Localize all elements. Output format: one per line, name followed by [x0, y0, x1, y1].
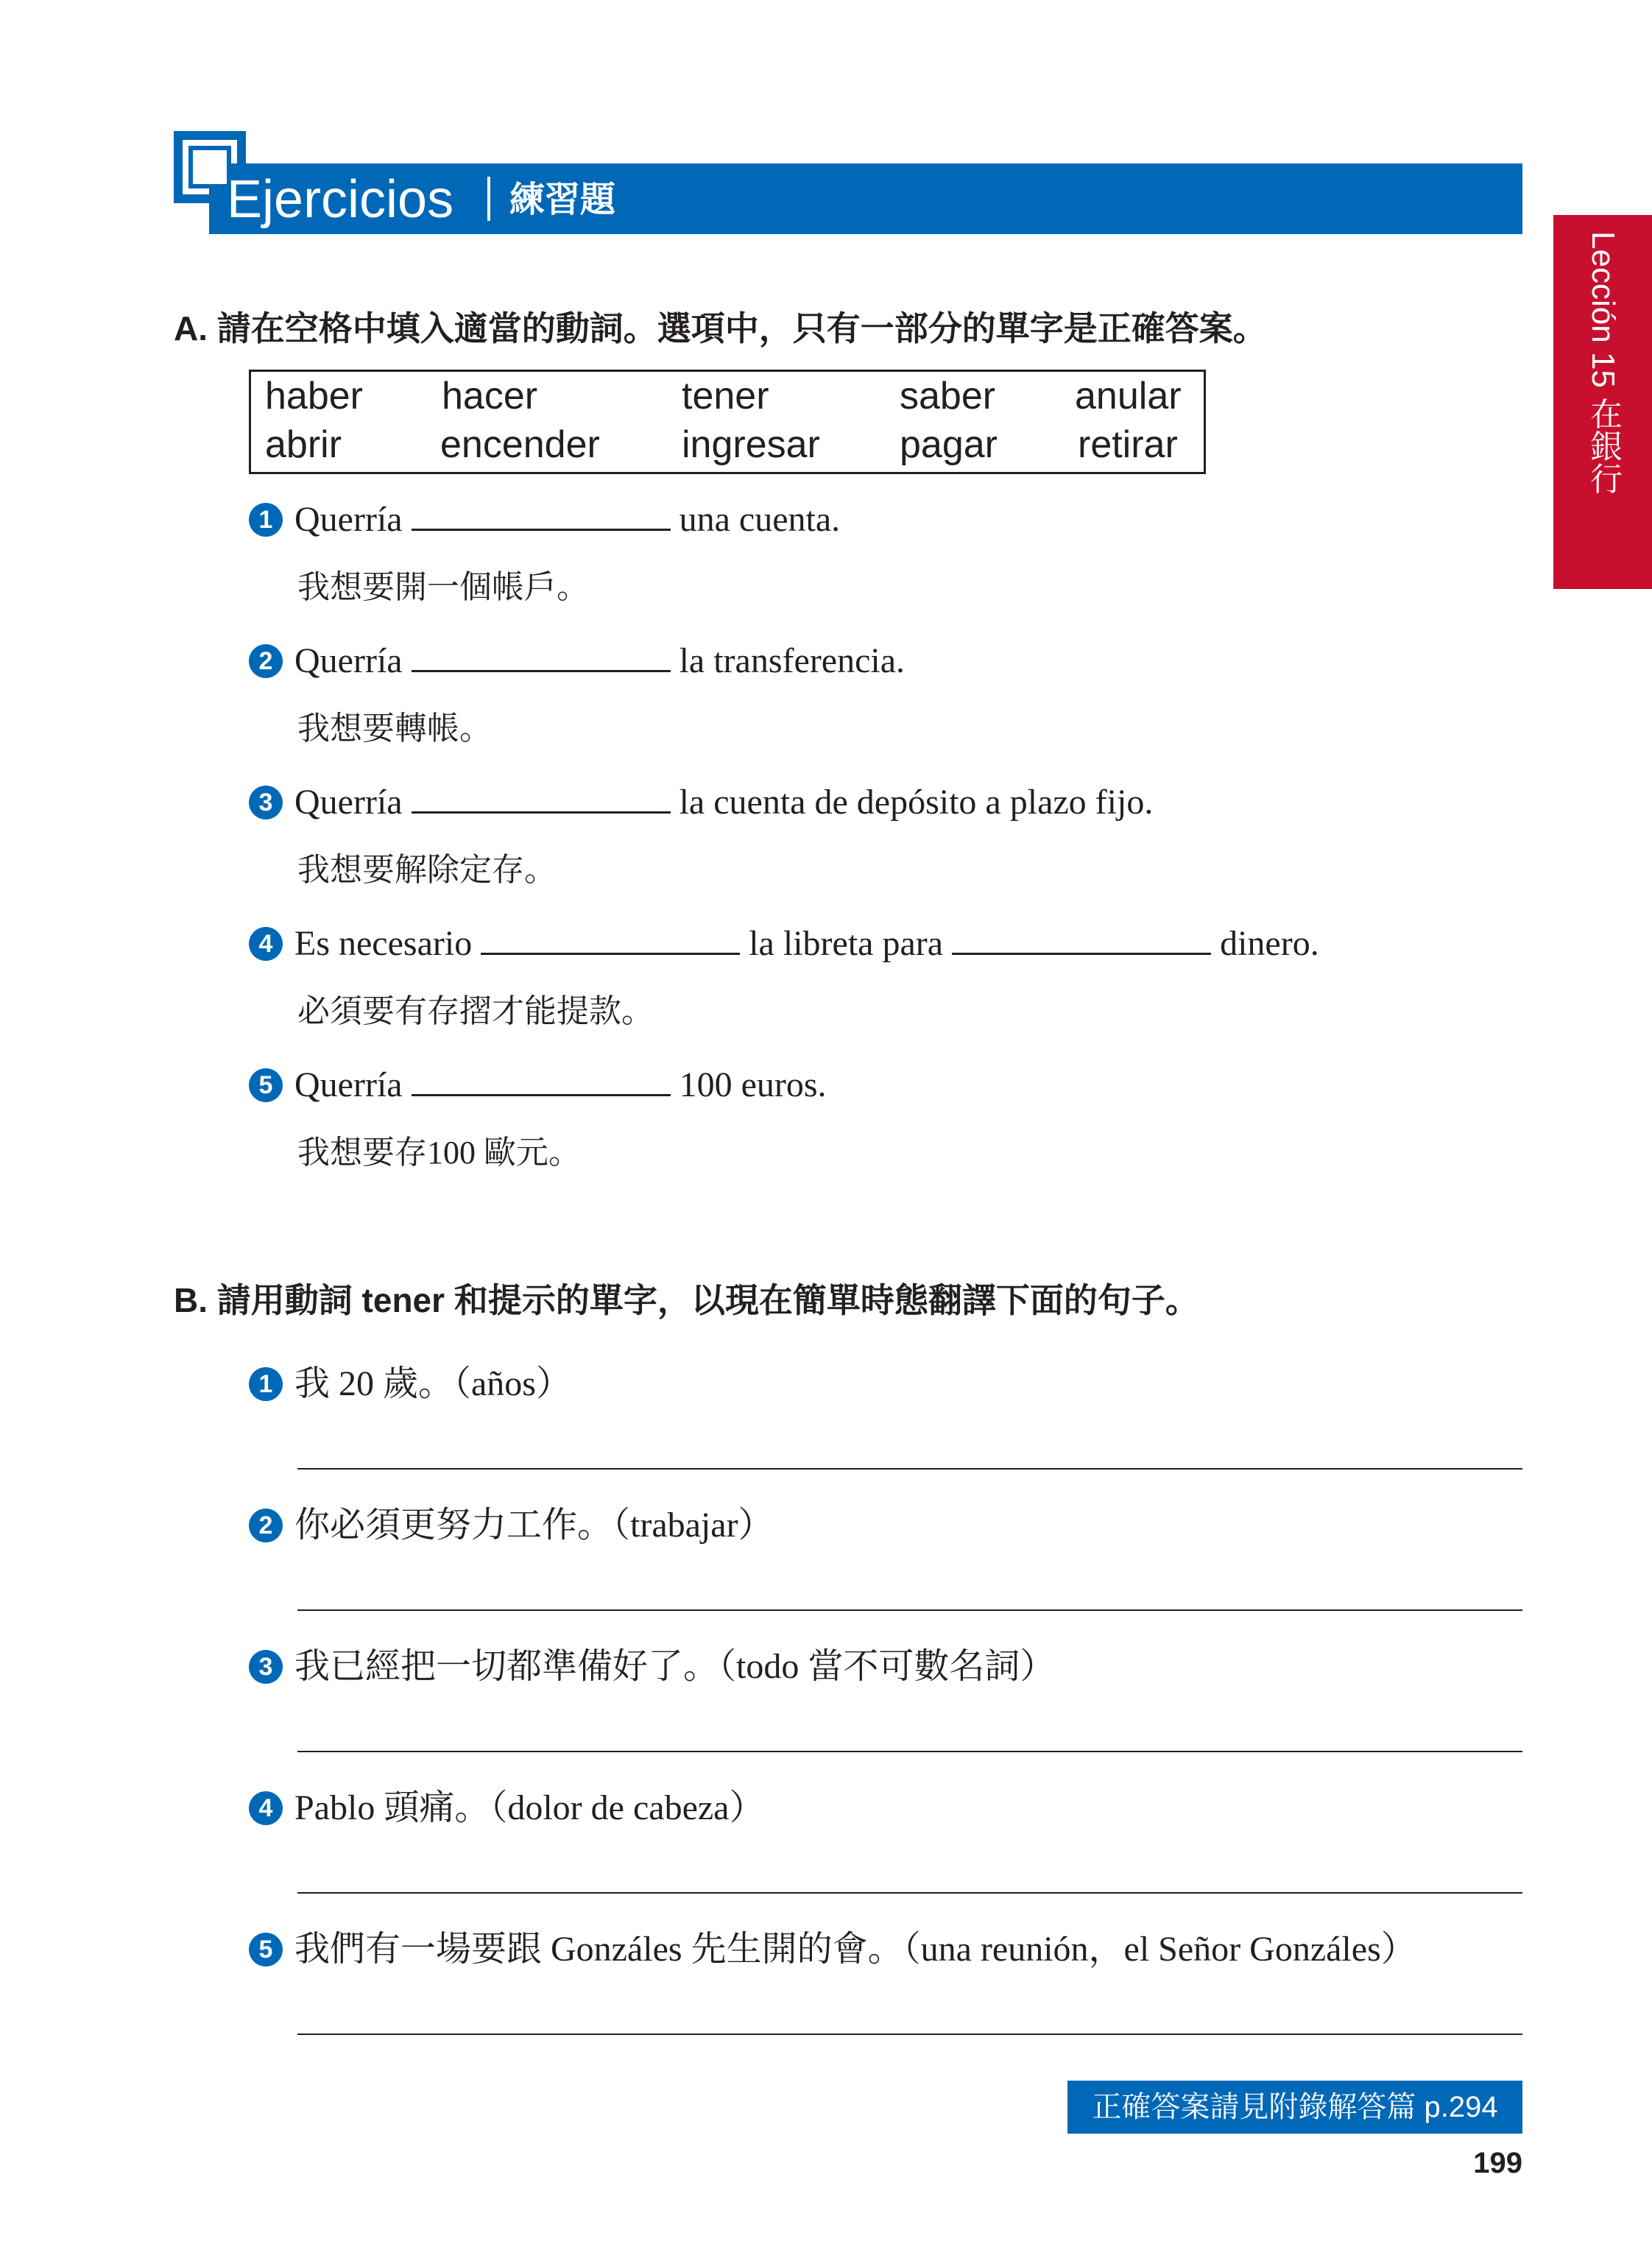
exercise-sentence — [294, 922, 1319, 966]
sentence-translation: 我想要存100 歐元。 — [297, 1135, 581, 1171]
page-title: Ejercicios — [227, 170, 454, 229]
item-number-badge: 1 — [249, 503, 283, 537]
answer-reference-label: 正確答案請見附錄解答篇 p.294 — [1067, 2081, 1522, 2134]
word-bank-item: encender — [440, 423, 600, 466]
sentence-end: la cuenta de depósito a plazo fijo. — [679, 783, 1154, 822]
sentence-start: Querría — [294, 1065, 403, 1104]
answer-line[interactable] — [297, 2034, 1522, 2035]
sentence-middle: la libreta para — [749, 924, 944, 963]
translation-prompt: 你必須更努力工作。（trabajar） — [294, 1506, 774, 1545]
item-number-badge: 2 — [249, 644, 283, 678]
item-number-badge: 4 — [249, 927, 283, 961]
translation-prompt: 我 20 歲。（años） — [294, 1364, 571, 1403]
item-number-badge: 1 — [249, 1367, 283, 1401]
item-number-badge: 2 — [249, 1509, 283, 1542]
page-subtitle: 練習題 — [509, 180, 616, 219]
item-number-badge: 5 — [249, 1068, 283, 1102]
answer-blank[interactable] — [481, 923, 740, 955]
sentence-start: Querría — [294, 500, 403, 539]
sentence-start: Querría — [294, 783, 403, 822]
answer-line[interactable] — [297, 1468, 1522, 1470]
answer-blank[interactable] — [412, 1065, 671, 1096]
translation-prompt: 我們有一場要跟 Gonzáles 先生開的會。（una reunión，el Señor Gonzáles） — [294, 1930, 1416, 1969]
item-number-badge: 3 — [249, 1650, 283, 1684]
page-number: 199 — [1473, 2147, 1522, 2179]
answer-line[interactable] — [297, 1751, 1522, 1752]
answer-line[interactable] — [297, 1892, 1522, 1894]
word-bank-item: ingresar — [682, 423, 820, 466]
answer-blank[interactable] — [412, 641, 671, 672]
answer-line[interactable] — [297, 1609, 1522, 1611]
sentence-translation: 我想要解除定存。 — [297, 852, 557, 888]
lesson-tab-label: Lección 15 在銀行 — [1585, 231, 1621, 495]
sentence-end: la transferencia. — [679, 641, 906, 680]
sentence-translation: 我想要開一個帳戶。 — [297, 569, 589, 605]
answer-blank[interactable] — [412, 782, 671, 814]
word-bank-item: anular — [1075, 375, 1182, 417]
word-bank-item: tener — [682, 375, 769, 417]
sentence-translation: 我想要轉帳。 — [297, 710, 492, 747]
section-b-title: B. 請用動詞 tener 和提示的單字，以現在簡單時態翻譯下面的句子。 — [174, 1281, 1199, 1319]
item-number-badge: 5 — [249, 1933, 283, 1967]
sentence-start: Es necesario — [294, 924, 473, 963]
sentence-end: dinero. — [1220, 924, 1319, 963]
word-bank-item: saber — [900, 375, 996, 417]
word-bank-item: retirar — [1078, 423, 1178, 466]
sentence-end: 100 euros. — [679, 1065, 827, 1104]
item-number-badge: 4 — [249, 1791, 283, 1825]
header-deco-inner-square — [188, 146, 231, 188]
word-bank-item: haber — [265, 375, 363, 417]
translation-prompt: 我已經把一切都準備好了。（todo 當不可數名詞） — [294, 1647, 1056, 1686]
word-bank-item: hacer — [442, 375, 538, 417]
item-number-badge: 3 — [249, 786, 283, 819]
word-bank-item: abrir — [265, 423, 342, 466]
exercise-sentence — [294, 639, 905, 683]
answer-blank[interactable] — [412, 499, 671, 531]
exercise-sentence — [294, 780, 1153, 825]
word-bank-item: pagar — [900, 423, 998, 466]
answer-blank[interactable] — [952, 923, 1211, 955]
translation-prompt: Pablo 頭痛。（dolor de cabeza） — [294, 1788, 765, 1827]
exercise-sentence — [294, 1063, 827, 1107]
exercise-sentence — [294, 498, 840, 542]
sentence-translation: 必須要有存摺才能提款。 — [297, 993, 654, 1029]
section-a-title: A. 請在空格中填入適當的動詞。選項中，只有一部分的單字是正確答案。 — [174, 309, 1267, 348]
header-separator — [487, 177, 490, 221]
sentence-end: una cuenta. — [679, 500, 841, 539]
sentence-start: Querría — [294, 641, 403, 680]
